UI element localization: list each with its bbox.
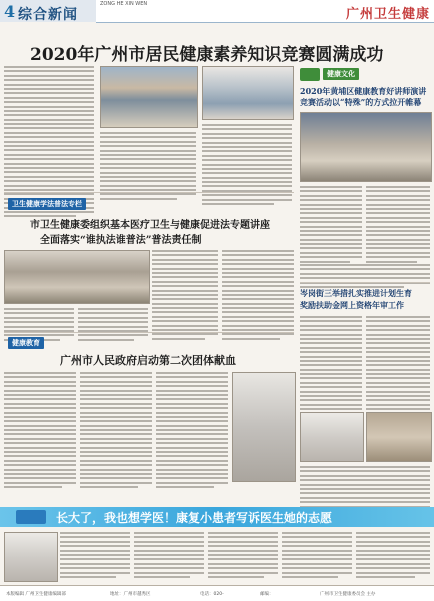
footer-item-4: 邮编： <box>260 592 274 597</box>
office-photo <box>366 412 432 462</box>
child-photo <box>4 532 58 582</box>
masthead-info <box>96 0 336 23</box>
article-text-col-14 <box>80 372 152 491</box>
ceremony-photo <box>202 66 294 120</box>
article-text-col-13 <box>4 372 76 491</box>
article-text-col-3 <box>202 124 292 207</box>
paper-name: 广州卫生健康 <box>345 7 430 22</box>
right-mid-headline-2: 奖励扶助金网上资格年审工作 <box>300 300 404 310</box>
footer-item-2: 地址：广州市越秀区 <box>110 592 151 597</box>
article-text-col-17 <box>60 532 130 580</box>
section-subtitle: ZONG HE XIN WEN <box>100 1 148 7</box>
article-text-col-8 <box>152 250 218 342</box>
page-footer <box>0 585 434 601</box>
article-text-col-19 <box>208 532 278 580</box>
right-divider <box>300 282 430 283</box>
bottom-left-headline: 广州市人民政府启动第二次团体献血 <box>60 354 236 367</box>
article-text-col-5 <box>366 186 430 265</box>
mid-headline-2: 全面落实“谁执法谁普法”普法责任制 <box>40 235 202 246</box>
section-title: 综合新闻 <box>18 7 78 23</box>
article-text-col-20 <box>282 532 352 580</box>
article-text-col-7 <box>78 308 148 343</box>
health-culture-badge <box>300 68 320 81</box>
article-text-col-4 <box>300 186 362 265</box>
banner-badge <box>16 510 46 524</box>
lab-section-badge: 健康教育 <box>8 337 44 349</box>
article-text-col-12 <box>366 316 430 417</box>
desk-photo <box>300 412 364 462</box>
footer-item-1: 本版编辑 广州卫生健康编辑部 <box>6 592 66 597</box>
footer-item-5: 广州市卫生健康委员会 主办 <box>320 592 376 597</box>
banner-headline: 长大了，我也想学医！康复小患者写诉医生她的志愿 <box>56 511 333 525</box>
article-text-col-15 <box>156 372 228 491</box>
competition-photo <box>100 66 198 128</box>
right-top-headline: 2020年黄埔区健康教育好讲师演讲竞赛活动以“特殊”的方式拉开帷幕 <box>300 86 427 107</box>
blood-donation-photo <box>232 372 296 482</box>
section-divider <box>4 192 294 193</box>
right-mid-headline: 岑岗街三举措扎实推进计划生育 <box>300 288 412 298</box>
health-culture-label: 健康文化 <box>323 68 359 80</box>
article-text-col-10 <box>300 264 430 290</box>
page-number: 4 <box>4 2 16 21</box>
article-text-col-11 <box>300 316 362 417</box>
lecture-hall-photo <box>4 250 150 304</box>
section-divider-2 <box>4 332 294 333</box>
legal-column-badge: 卫生健康学法普法专栏 <box>8 198 86 210</box>
main-headline: 2020年广州市居民健康素养知识竞赛圆满成功 <box>30 45 384 65</box>
lecture-photo <box>300 112 432 182</box>
footer-item-3: 电话：020- <box>200 592 224 597</box>
article-text-col-18 <box>134 532 204 580</box>
article-text-col-1 <box>4 66 94 220</box>
mid-headline-1: 市卫生健康委组织基本医疗卫生与健康促进法专题讲座 <box>30 220 270 231</box>
article-text-col-9 <box>222 250 294 342</box>
article-text-col-21 <box>356 532 430 580</box>
